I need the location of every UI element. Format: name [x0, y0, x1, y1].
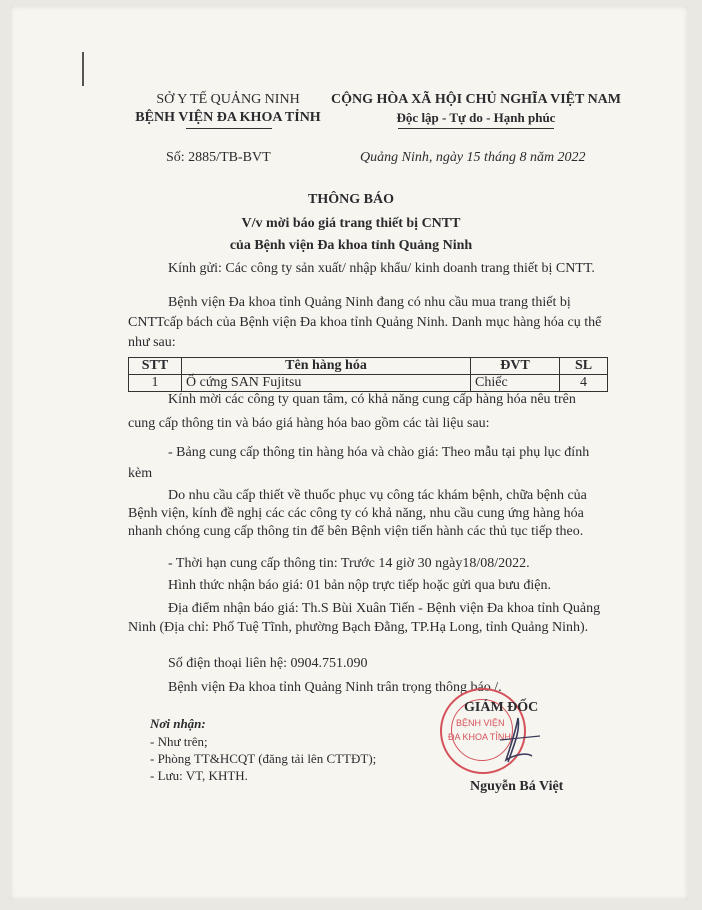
table-cell: 1	[129, 375, 182, 392]
table-cell: Chiếc	[471, 375, 560, 392]
paragraph-urgency: Do nhu cầu cấp thiết về thuốc phục vụ công tác khám bệnh, chữa bệnh của Bệnh viện, kính đề nghị các các công ty có khả năng, nhu cầu cung ứng hàng hóa nhanh chóng cung cấp thông tin để bên Bệnh viện tiến hành các thủ tục tiếp theo.	[128, 488, 587, 539]
recipient-item: - Như trên;	[150, 734, 208, 749]
table-cell: Ổ cứng SAN Fujitsu	[182, 375, 471, 392]
signer-name: Nguyễn Bá Việt	[470, 779, 564, 794]
recipients-label: Nơi nhận:	[150, 716, 206, 731]
scan-mark	[82, 52, 84, 86]
header-rule-left	[186, 128, 272, 129]
hospital-name: BỆNH VIỆN ĐA KHOA TỈNH	[135, 110, 321, 125]
place-date: Quảng Ninh, ngày 15 tháng 8 năm 2022	[360, 150, 586, 165]
table-header-cell: SL	[560, 358, 608, 375]
paragraph-invite-2: cung cấp thông tin và báo giá hàng hóa bao gồm các tài liệu sau:	[128, 416, 490, 431]
notice-subject-2: của Bệnh viện Đa khoa tỉnh Quảng Ninh	[229, 238, 473, 253]
paragraph-invite: Kính mời các công ty quan tâm, có khả năng cung cấp hàng hóa nêu trên	[168, 392, 576, 407]
recipient-item: - Lưu: VT, KHTH.	[150, 768, 248, 783]
paragraph-closing: Bệnh viện Đa khoa tỉnh Quảng Ninh trân trọng thông báo./.	[168, 680, 502, 695]
items-table	[128, 357, 608, 392]
seal-text: ĐA KHOA TỈNH	[448, 732, 511, 742]
agency-name: SỞ Y TẾ QUẢNG NINH	[156, 92, 300, 107]
recipient-item: - Phòng TT&HCQT (đăng tải lên CTTĐT);	[150, 751, 377, 766]
paragraph-phone: Số điện thoại liên hệ: 0904.751.090	[168, 656, 368, 671]
table-header-cell: STT	[129, 358, 182, 375]
seal-text: BỆNH VIỆN	[456, 718, 505, 728]
paragraph-demand: Bệnh viện Đa khoa tỉnh Quảng Ninh đang có nhu cầu mua trang thiết bị CNTTcấp bách của Bệnh viện Đa khoa tỉnh Quảng Ninh. Danh mục hàng hóa cụ thể như sau:	[128, 295, 602, 350]
table-cell: 4	[560, 375, 608, 392]
paragraph-attachment: - Bảng cung cấp thông tin hàng hóa và chào giá: Theo mẫu tại phụ lục đính kèm	[128, 445, 590, 481]
paragraph-method: Hình thức nhận báo giá: 01 bản nộp trực tiếp hoặc gửi qua bưu điện.	[168, 578, 551, 593]
document-number: Số: 2885/TB-BVT	[166, 150, 271, 165]
notice-title: THÔNG BÁO	[308, 192, 394, 207]
nation-motto: Độc lập - Tự do - Hạnh phúc	[396, 110, 556, 125]
header-rule-right	[398, 128, 554, 129]
paragraph-deadline: - Thời hạn cung cấp thông tin: Trước 14 giờ 30 ngày18/08/2022.	[168, 556, 530, 571]
table-header-row	[129, 358, 608, 375]
salutation: Kính gửi: Các công ty sản xuất/ nhập khẩu/ kinh doanh trang thiết bị CNTT.	[168, 261, 595, 276]
table-header-cell: Tên hàng hóa	[182, 358, 471, 375]
table-row	[129, 375, 608, 392]
table-header-cell: ĐVT	[471, 358, 560, 375]
signer-title: GIÁM ĐỐC	[464, 700, 539, 715]
notice-subject: V/v mời báo giá trang thiết bị CNTT	[241, 216, 461, 231]
nation-title: CỘNG HÒA XÃ HỘI CHỦ NGHĨA VIỆT NAM	[330, 92, 621, 107]
paragraph-location: Địa điểm nhận báo giá: Th.S Bùi Xuân Tiến - Bệnh viện Đa khoa tỉnh Quảng Ninh (Địa chỉ: Phố Tuệ Tĩnh, phường Bạch Đằng, TP.Hạ Long, tỉnh Quảng Ninh).	[128, 601, 601, 635]
